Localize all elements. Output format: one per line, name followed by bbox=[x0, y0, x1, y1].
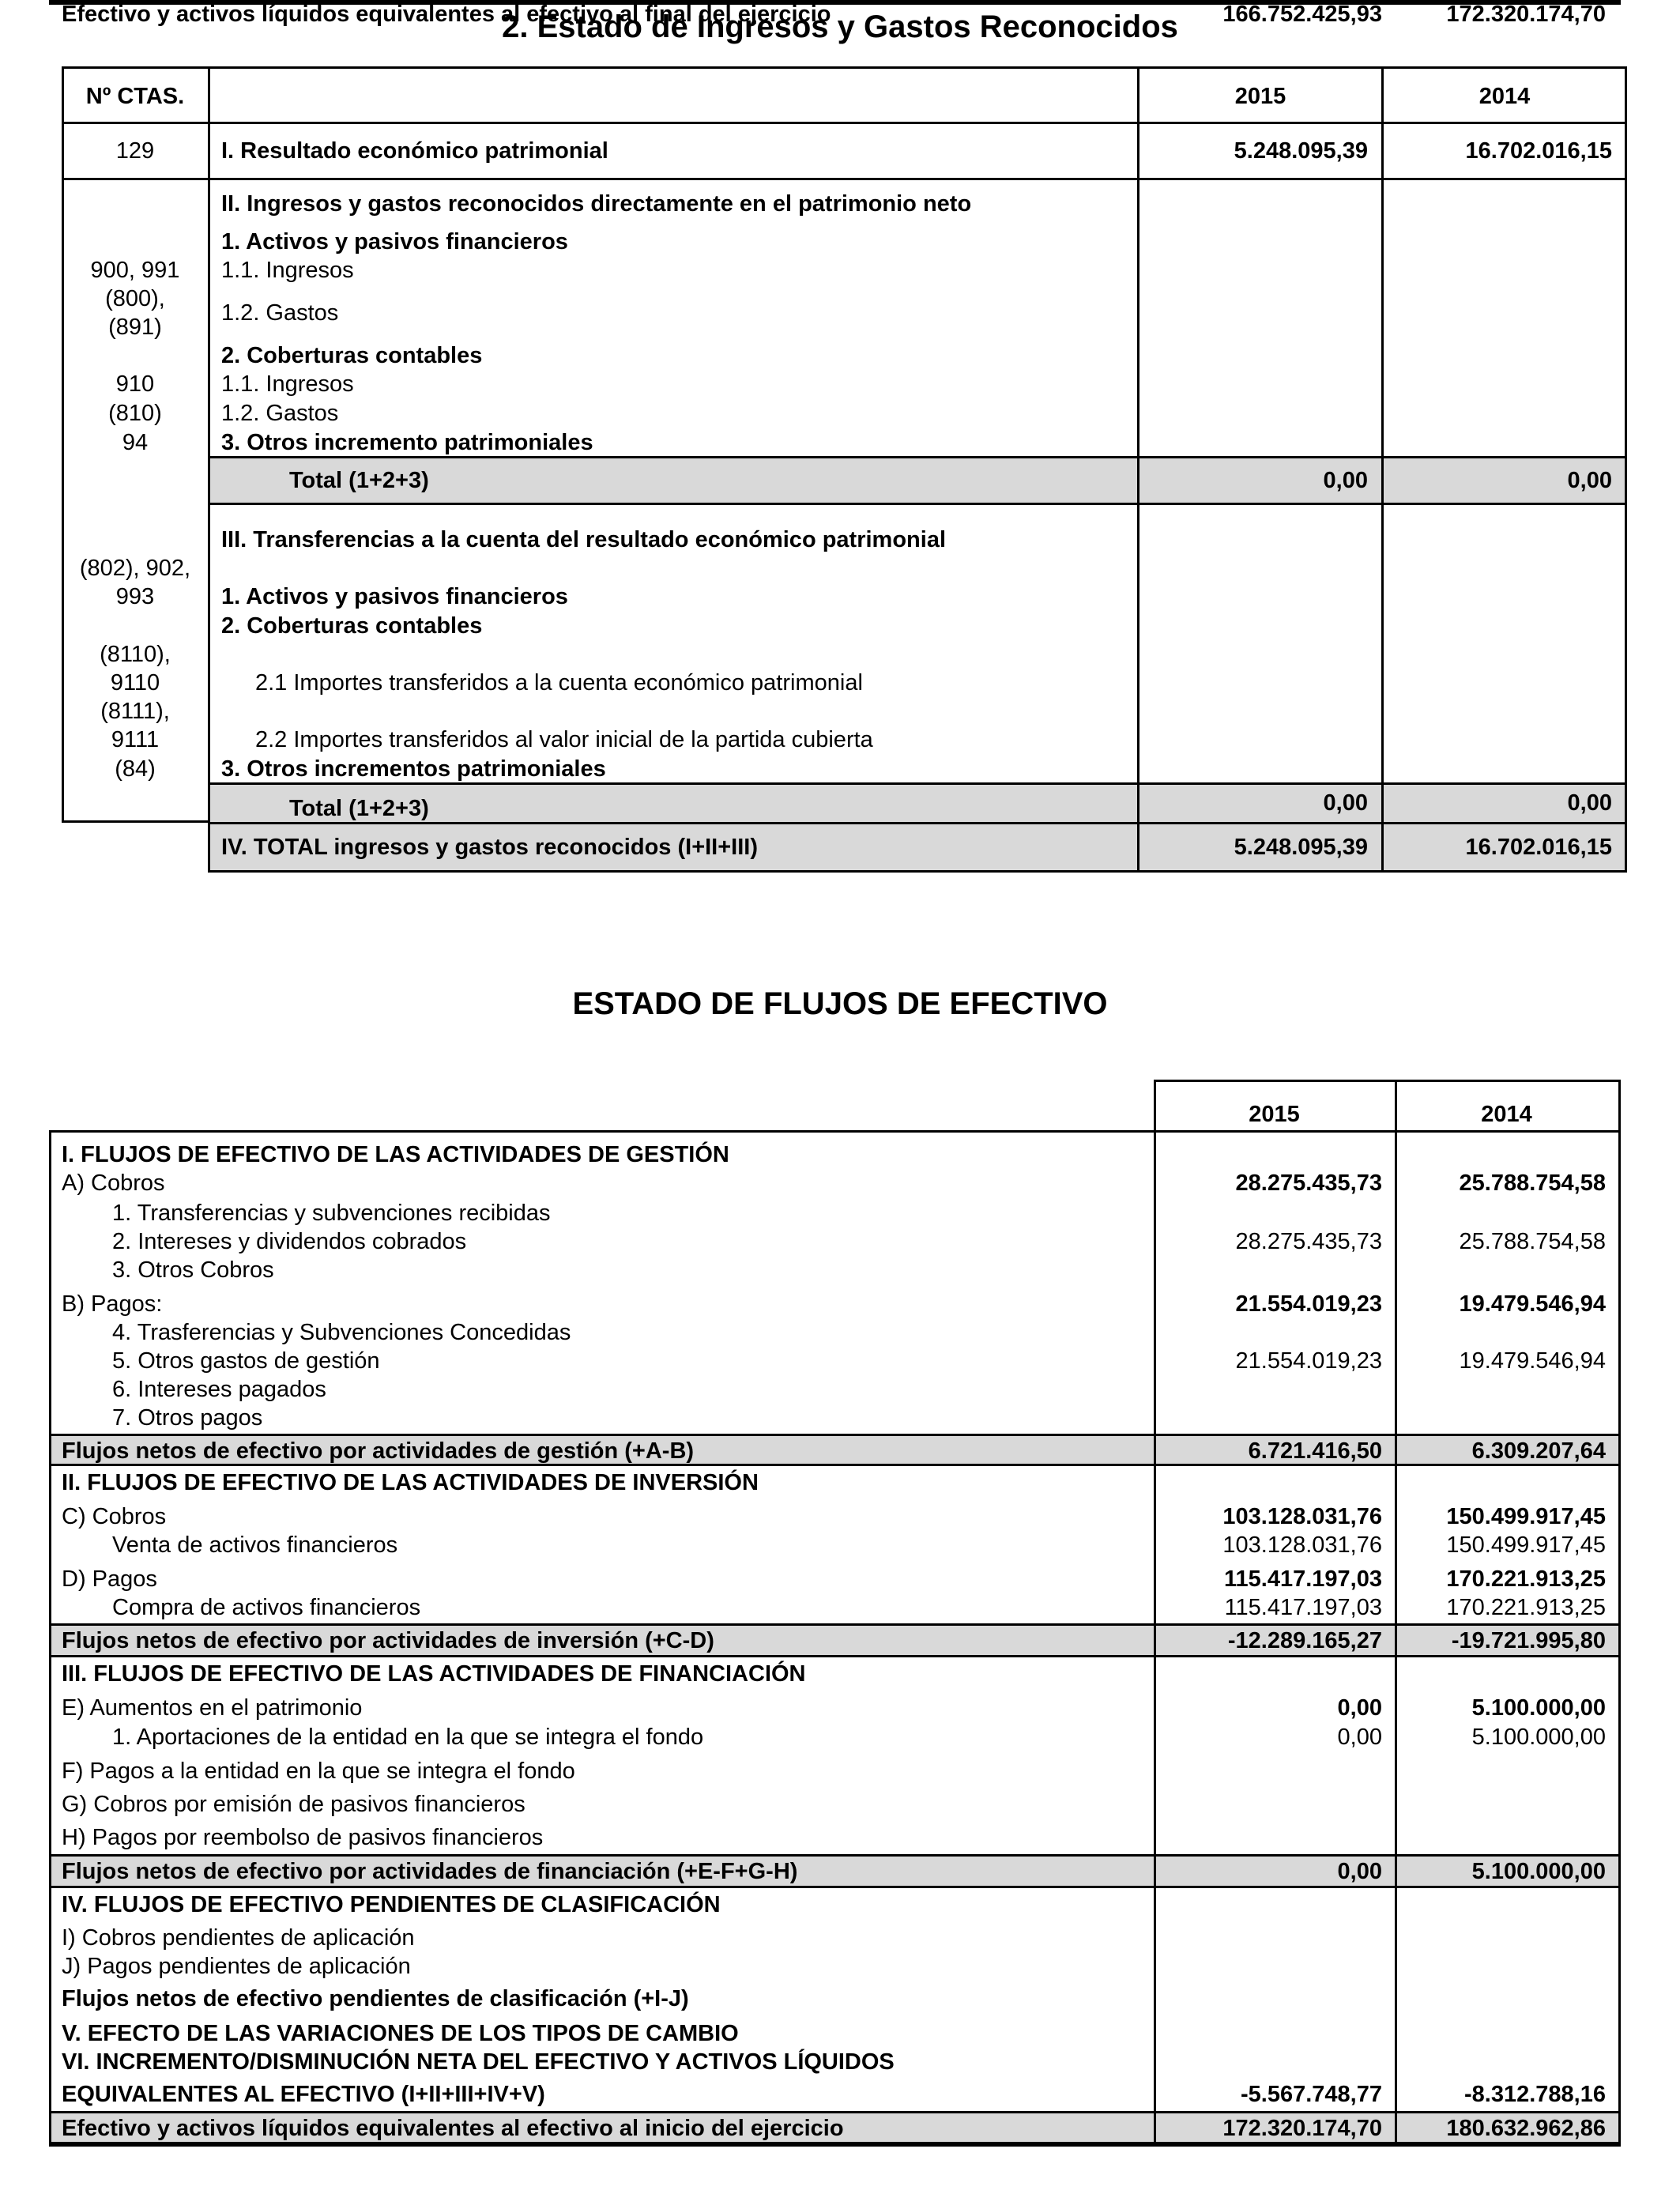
sec3-total-label: Total (1+2+3) bbox=[289, 796, 429, 821]
flujos-row-2015: 0,00 bbox=[1337, 1725, 1382, 1750]
flujos-row-label: EQUIVALENTES AL EFECTIVO (I+II+III+IV+V) bbox=[62, 2082, 545, 2107]
flujos-row-2014: 6.309.207,64 bbox=[1471, 1438, 1606, 1464]
flujos-row-2015: 0,00 bbox=[1337, 1695, 1382, 1721]
flujos-row-label: Flujos netos de efectivo por actividades de gestión (+A-B) bbox=[62, 1438, 695, 1464]
flujos-row-2014: 5.100.000,00 bbox=[1471, 1695, 1606, 1721]
flujos-row-label: III. FLUJOS DE EFECTIVO DE LAS ACTIVIDADES DE FINANCIACIÓN bbox=[62, 1661, 806, 1687]
flujos-row-2015: 103.128.031,76 bbox=[1222, 1532, 1382, 1558]
flujos-row-label: IV. FLUJOS DE EFECTIVO PENDIENTES DE CLASIFICACIÓN bbox=[62, 1892, 721, 1917]
flujos-row-2014: 19.479.546,94 bbox=[1459, 1291, 1606, 1317]
value-resultado-2015: 5.248.095,39 bbox=[1234, 138, 1368, 164]
page-title-flujos: ESTADO DE FLUJOS DE EFECTIVO bbox=[572, 986, 1108, 1021]
flujos-row-2014: -8.312.788,16 bbox=[1464, 2082, 1606, 2107]
flujos-row-2015: 6.721.416,50 bbox=[1248, 1438, 1382, 1464]
flujos-row-label: C) Cobros bbox=[62, 1504, 167, 1529]
flujos-row-label: H) Pagos por reembolso de pasivos financieros bbox=[62, 1825, 544, 1850]
sec2-total-2014: 0,00 bbox=[1567, 468, 1612, 493]
label-resultado: I. Resultado económico patrimonial bbox=[221, 138, 608, 164]
flujos-row-label: J) Pagos pendientes de aplicación bbox=[62, 1954, 411, 1979]
total-2014: 16.702.016,15 bbox=[1465, 835, 1612, 860]
sec2-coberturas: 2. Coberturas contables bbox=[221, 343, 483, 368]
flujos-row-2015: 21.554.019,23 bbox=[1235, 1291, 1382, 1317]
sec3-total-2014: 0,00 bbox=[1567, 790, 1612, 816]
flujos-row-label: Compra de activos financieros bbox=[112, 1595, 421, 1620]
sec2-title: II. Ingresos y gastos reconocidos directamente en el patrimonio neto bbox=[221, 191, 972, 217]
total-label: IV. TOTAL ingresos y gastos reconocidos (I+II+III) bbox=[221, 835, 759, 860]
sec3-cta: 9111 bbox=[111, 727, 160, 752]
flujos-row-label: 2. Intereses y dividendos cobrados bbox=[112, 1229, 467, 1254]
flujos-row-2015: 28.275.435,73 bbox=[1235, 1171, 1382, 1196]
sec2-total-2015: 0,00 bbox=[1323, 468, 1368, 493]
flujos-row-label: 5. Otros gastos de gestión bbox=[112, 1348, 380, 1374]
flujos-row-2014: 170.221.913,25 bbox=[1446, 1595, 1606, 1620]
sec3-cta: 9110 bbox=[110, 670, 160, 696]
sec2-cob-ingresos: 1.1. Ingresos bbox=[221, 371, 354, 397]
flujos-row-label: A) Cobros bbox=[62, 1171, 165, 1196]
sec3-cta: (8111), bbox=[100, 699, 170, 724]
flujos-row-label: 4. Trasferencias y Subvenciones Concedidas bbox=[112, 1320, 571, 1345]
sec2-ingresos: 1.1. Ingresos bbox=[221, 258, 354, 283]
col-header-ctas: Nº CTAS. bbox=[85, 84, 185, 109]
sec3-otros: 3. Otros incrementos patrimoniales bbox=[221, 756, 606, 782]
sec3-cta: (8110), bbox=[100, 642, 171, 667]
flujos-row-label: Efectivo y activos líquidos equivalentes al efectivo al inicio del ejercicio bbox=[62, 2116, 844, 2141]
total-2015: 5.248.095,39 bbox=[1234, 835, 1368, 860]
sec3-importes-2: 2.2 Importes transferidos al valor inicial de la partida cubierta bbox=[255, 727, 873, 752]
flujos-row-2015: 115.417.197,03 bbox=[1224, 1566, 1382, 1592]
flujos-row-2014: 172.320.174,70 bbox=[1446, 2, 1606, 27]
sec2-cta: (800), bbox=[105, 286, 165, 311]
flujos-row-2015: 21.554.019,23 bbox=[1235, 1348, 1382, 1374]
flujos-row-2015: 103.128.031,76 bbox=[1222, 1504, 1382, 1529]
flujos-row-label: 1. Aportaciones de la entidad en la que se integra el fondo bbox=[112, 1725, 704, 1750]
sec3-title: III. Transferencias a la cuenta del resultado económico patrimonial bbox=[221, 527, 947, 552]
flujos-row-2015: 28.275.435,73 bbox=[1235, 1229, 1382, 1254]
page-title-ingresos: 2. Estado de Ingresos y Gastos Reconocidos bbox=[502, 9, 1178, 44]
sec2-cta: (810) bbox=[108, 401, 162, 426]
col-header-2014: 2014 bbox=[1478, 84, 1531, 109]
flujos-row-label: F) Pagos a la entidad en la que se integra el fondo bbox=[62, 1759, 575, 1784]
flujos-col-2014: 2014 bbox=[1481, 1102, 1532, 1127]
sec3-total-2015: 0,00 bbox=[1323, 790, 1368, 816]
flujos-top-border bbox=[49, 1130, 1621, 1133]
flujos-row-2014: 150.499.917,45 bbox=[1446, 1532, 1606, 1558]
flujos-row-label: G) Cobros por emisión de pasivos financieros bbox=[62, 1792, 525, 1817]
sec3-cta: (84) bbox=[115, 756, 156, 782]
flujos-row-2015: 115.417.197,03 bbox=[1224, 1595, 1382, 1620]
flujos-row-2014: 180.632.962,86 bbox=[1446, 2116, 1606, 2141]
flujos-row-2015: 172.320.174,70 bbox=[1222, 2116, 1382, 2141]
cta-129: 129 bbox=[115, 138, 155, 164]
sec2-otros: 3. Otros incremento patrimoniales bbox=[221, 430, 593, 455]
flujos-col-2015: 2015 bbox=[1249, 1102, 1300, 1127]
flujos-row-2015: 166.752.425,93 bbox=[1222, 2, 1382, 27]
flujos-bottom-border bbox=[49, 2144, 1621, 2147]
sec2-total-label: Total (1+2+3) bbox=[289, 468, 429, 493]
flujos-row-label: Efectivo y activos líquidos equivalentes al efectivo al final del ejercicio bbox=[62, 2, 831, 27]
sec2-cta: 910 bbox=[115, 371, 155, 397]
flujos-row-2014: 25.788.754,58 bbox=[1459, 1171, 1606, 1196]
flujos-row-label: 6. Intereses pagados bbox=[112, 1377, 326, 1402]
flujos-row-label: Venta de activos financieros bbox=[112, 1532, 398, 1558]
sec2-activos: 1. Activos y pasivos financieros bbox=[221, 229, 568, 254]
sec3-activos: 1. Activos y pasivos financieros bbox=[221, 584, 568, 609]
flujos-row-label: V. EFECTO DE LAS VARIACIONES DE LOS TIPOS DE CAMBIO bbox=[62, 2021, 739, 2046]
sec2-cta: (891) bbox=[108, 315, 162, 340]
sec3-cta: (802), 902, bbox=[79, 556, 191, 581]
flujos-row-2014: -19.721.995,80 bbox=[1451, 1628, 1606, 1653]
flujos-row-label: 7. Otros pagos bbox=[112, 1405, 263, 1431]
flujos-row-2015: -12.289.165,27 bbox=[1227, 1628, 1382, 1653]
flujos-row-label: Flujos netos de efectivo por actividades de inversión (+C-D) bbox=[62, 1628, 714, 1653]
flujos-row-label: D) Pagos bbox=[62, 1566, 157, 1592]
flujos-row-2015: -5.567.748,77 bbox=[1241, 2082, 1382, 2107]
flujos-row-label: Flujos netos de efectivo por actividades de financiación (+E-F+G-H) bbox=[62, 1859, 798, 1884]
flujos-row-label: B) Pagos: bbox=[62, 1291, 163, 1317]
flujos-row-2014: 170.221.913,25 bbox=[1446, 1566, 1606, 1592]
sec2-cta: 900, 991 bbox=[90, 258, 180, 283]
flujos-row-label: I. FLUJOS DE EFECTIVO DE LAS ACTIVIDADES DE GESTIÓN bbox=[62, 1142, 729, 1167]
flujos-row-label: 1. Transferencias y subvenciones recibidas bbox=[112, 1201, 551, 1226]
col-header-2015: 2015 bbox=[1234, 84, 1286, 109]
sec3-importes-1: 2.1 Importes transferidos a la cuenta económico patrimonial bbox=[255, 670, 863, 696]
flujos-row-label: VI. INCREMENTO/DISMINUCIÓN NETA DEL EFECTIVO Y ACTIVOS LÍQUIDOS bbox=[62, 2049, 895, 2075]
flujos-row-2014: 25.788.754,58 bbox=[1459, 1229, 1606, 1254]
sec2-gastos: 1.2. Gastos bbox=[221, 300, 339, 326]
sec2-cob-gastos: 1.2. Gastos bbox=[221, 401, 339, 426]
sec3-cta: 993 bbox=[115, 584, 155, 609]
flujos-row-2014: 150.499.917,45 bbox=[1446, 1504, 1606, 1529]
flujos-row-label: I) Cobros pendientes de aplicación bbox=[62, 1925, 415, 1951]
flujos-row-2014: 19.479.546,94 bbox=[1459, 1348, 1606, 1374]
flujos-row-label: II. FLUJOS DE EFECTIVO DE LAS ACTIVIDADES DE INVERSIÓN bbox=[62, 1470, 759, 1495]
flujos-row-2015: 0,00 bbox=[1337, 1859, 1382, 1884]
flujos-row-label: E) Aumentos en el patrimonio bbox=[62, 1695, 363, 1721]
sec3-coberturas: 2. Coberturas contables bbox=[221, 613, 483, 639]
value-resultado-2014: 16.702.016,15 bbox=[1465, 138, 1612, 164]
flujos-row-label: 3. Otros Cobros bbox=[112, 1257, 274, 1283]
flujos-row-label: Flujos netos de efectivo pendientes de clasificación (+I-J) bbox=[62, 1986, 689, 2011]
sec2-cta: 94 bbox=[122, 430, 149, 455]
flujos-row-2014: 5.100.000,00 bbox=[1471, 1725, 1606, 1750]
flujos-row-2014: 5.100.000,00 bbox=[1471, 1859, 1606, 1884]
